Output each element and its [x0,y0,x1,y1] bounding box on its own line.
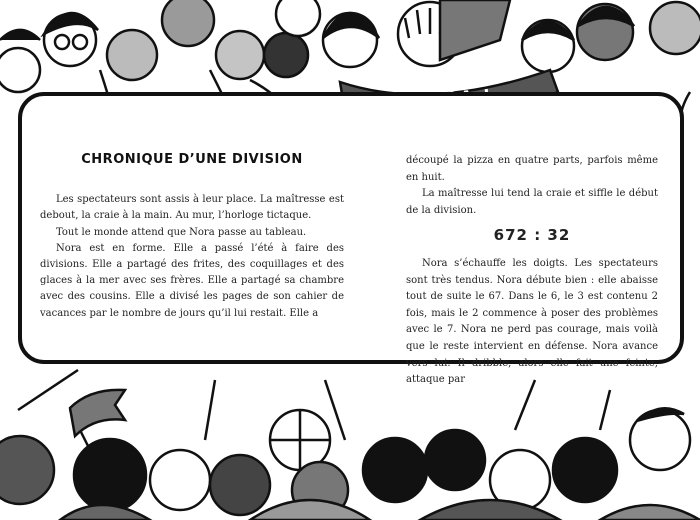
spectator-head [162,0,214,46]
spectator-head [216,31,264,79]
left-page [40,150,344,322]
spectator-head [0,48,40,92]
division-problem: 672 : 32 [493,226,571,245]
paragraph: La maîtresse lui tend la craie et siffle le début de la division. [406,188,658,216]
chapter-title: CHRONIQUE D’UNE DIVISION [81,152,303,167]
spectator-head [363,438,427,502]
paragraph: Tout le monde attend que Nora passe au tableau. [56,226,307,238]
spectator-head [650,2,700,54]
crowd-bottom-illustration [0,350,700,520]
spectator-head [0,436,54,504]
spectator-head [107,30,157,80]
spectator-head [74,439,146,511]
spectator-head [276,0,320,36]
spectator-head [210,455,270,515]
paragraph-continuation: découpé la pizza en quatre parts, parfois même en huit. [406,155,658,183]
paragraph: Les spectateurs sont assis à leur place. La maîtresse est debout, la craie à la main. Au mur, l’horloge tictaque. [40,194,344,222]
flag-icon [70,390,125,436]
spectator-head [630,410,690,470]
paragraph: Nora s’échauffe les doigts. Les spectateurs sont très tendus. Nora débute bien : elle abaisse tout de suite le 67. Dans le 6, le 3 est contenu 2 fois, mais le 2 commence à poser des problèmes avec le 7. Nora ne perd pas courage, mais voilà que le reste intervient en défense. Nora avance vers lui. Il dribble, alors elle fait une feinte, attaque par [406,257,658,386]
spectator-head [264,33,308,77]
spectator-head [553,438,617,502]
paragraph: Nora est en forme. Elle a passé l’été à faire des divisions. Elle a partagé des frites, des coquillages et des glaces à la mer avec ses frères. Elle a partagé sa chambre avec des cousins. Elle a divisé les pages de son cahier de vacances par le nombre de jours qu’il lui restait. Elle a [40,242,344,319]
spectator-head [150,450,210,510]
spectator-head [425,430,485,490]
